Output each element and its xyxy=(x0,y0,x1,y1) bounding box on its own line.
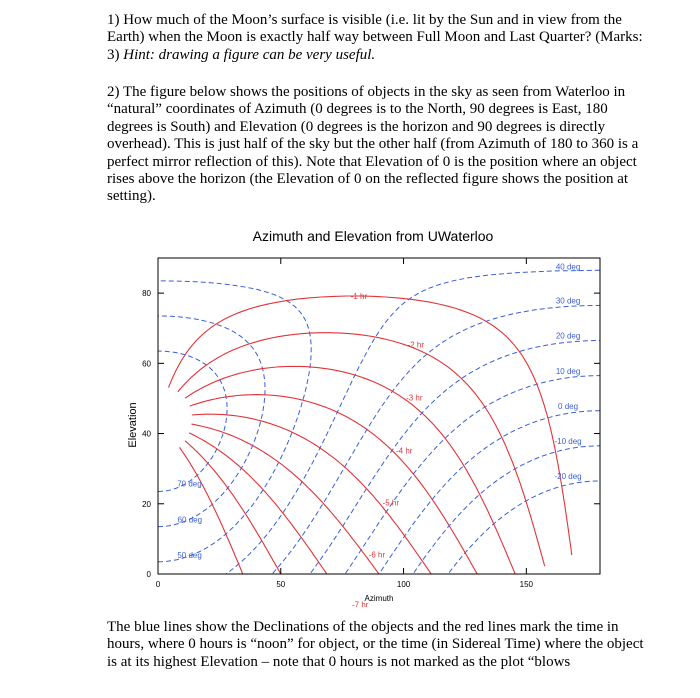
y-tick-label: 0 xyxy=(146,570,151,579)
question-2 xyxy=(107,84,647,206)
hour-label: -6 hr xyxy=(368,550,386,560)
question-1 xyxy=(107,12,647,64)
chart-title: Azimuth and Elevation from UWaterloo xyxy=(252,228,494,244)
hour-label: -3 hr xyxy=(406,393,423,403)
azimuth-elevation-figure xyxy=(120,222,605,607)
declination-label: 70 deg xyxy=(177,479,202,489)
question-1-number: 1) xyxy=(107,12,120,28)
question-2-number: 2) xyxy=(107,84,120,100)
azimuth-elevation-chart xyxy=(120,222,605,607)
declination-label: 50 deg xyxy=(177,550,202,560)
declination-label: 40 deg xyxy=(555,262,581,272)
question-2-text: The figure below shows the positions of objects in the sky as seen from Waterloo in “natural” coordinates of Azimuth (0 degrees is to the North, 90 degrees is East, 180 degrees is South) and Elevation (0 degrees is the horizon and 90 degrees is directly overhead). This is just half of the sky but the other half (from Azimuth of 180 to 360 is a perfect mirror reflection of this). Note that Elevation of 0 is the position where an object rises above the horizon (the Elevation of 0 on the reflected figure shows the position at setting). xyxy=(107,84,639,205)
declination-label: 60 deg xyxy=(177,515,203,525)
question-1-text: How much of the Moon’s surface is visible (i.e. lit by the Sun and in view from the Earth) when the Moon is exactly half way between Full Moon and Last Quarter? (Marks: 3) xyxy=(107,12,643,63)
y-tick-label: 20 xyxy=(142,499,151,509)
hour-curve xyxy=(169,296,572,555)
x-tick-label: 50 xyxy=(276,580,286,589)
footer-note xyxy=(107,619,647,671)
y-tick-label: 40 xyxy=(142,429,151,439)
x-tick-label: 150 xyxy=(519,580,534,589)
x-tick-label: 0 xyxy=(155,580,161,589)
declination-curve xyxy=(158,316,265,527)
x-tick-label: 100 xyxy=(396,580,411,589)
declination-label: 20 deg xyxy=(555,331,581,341)
y-tick-label: 80 xyxy=(142,289,151,299)
hour-label: -4 hr xyxy=(395,446,413,456)
declination-label: 10 deg xyxy=(555,366,581,376)
hour-label: -2 hr xyxy=(407,340,425,350)
declination-curve xyxy=(444,481,600,579)
y-tick-label: 60 xyxy=(142,359,151,369)
footer-note-text: The blue lines show the Declinations of the objects and the red lines mark the time in hours, where 0 hours is “noon” for object, or the time (in Sidereal Time) where the object is at its highest Elevation – note that 0 hours is not marked as the plot “blows xyxy=(107,619,644,670)
declination-curve xyxy=(158,351,227,492)
hour-curve xyxy=(178,333,545,567)
y-axis-label: Elevation xyxy=(127,402,139,448)
hour-label: -1 hr xyxy=(350,292,368,302)
hour-label: -5 hr xyxy=(382,498,400,508)
declination-label: 30 deg xyxy=(555,296,581,306)
declination-curve xyxy=(267,305,600,579)
declination-curve xyxy=(409,446,600,580)
declination-label: -10 deg xyxy=(554,436,582,446)
declination-curve xyxy=(377,411,601,578)
declination-curve xyxy=(306,341,600,580)
declination-label: -20 deg xyxy=(554,472,582,482)
hour-label: -7 hr xyxy=(352,600,369,607)
hour-curve xyxy=(192,424,383,579)
question-1-hint: Hint: drawing a figure can be very useful. xyxy=(123,46,376,63)
x-axis-label: Azimuth xyxy=(364,594,394,603)
declination-label: 0 deg xyxy=(558,401,579,411)
